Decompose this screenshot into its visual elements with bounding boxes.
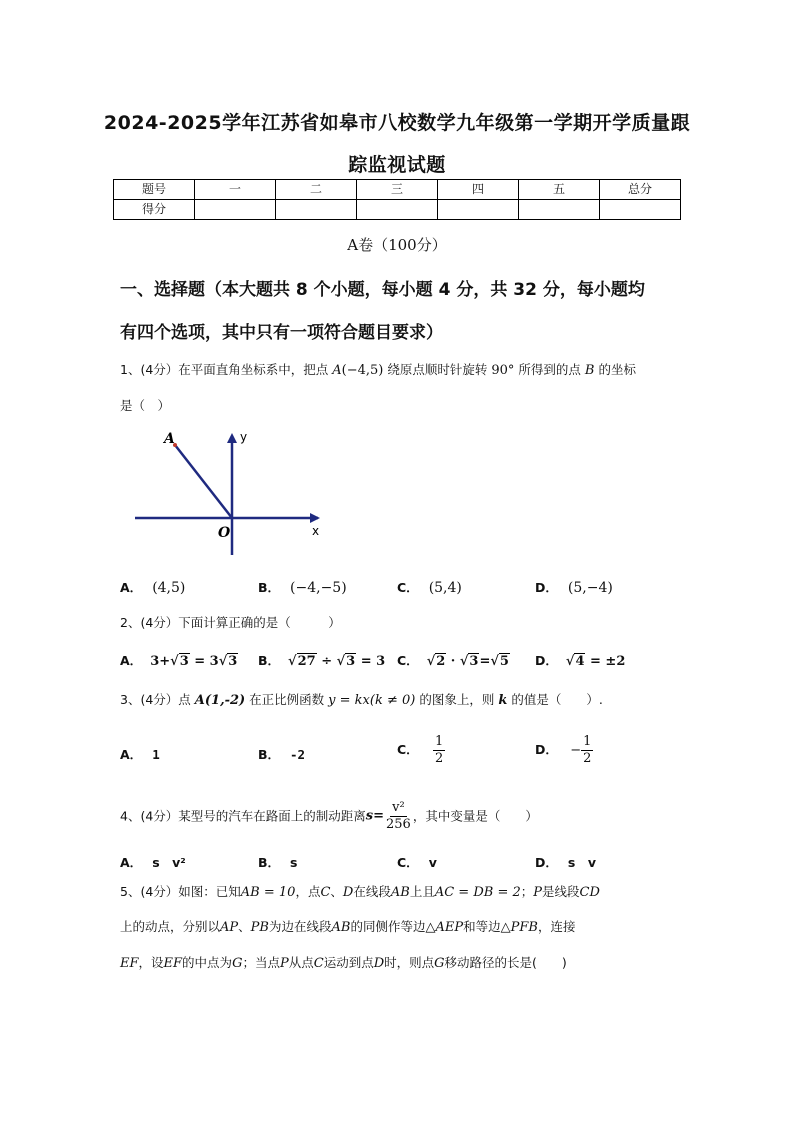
q2-option-a[interactable]: A． 3+√3 = 3√3 [120,653,238,669]
score-cell[interactable] [357,200,438,220]
segment-oa [175,445,232,518]
q2-option-c[interactable]: C． √2 · √3=√5 [397,653,509,669]
score-row-label: 得分 [114,200,195,220]
score-header-cell: 一 [195,180,276,200]
score-header-cell: 五 [519,180,600,200]
question-3-text: 3、(4分）点 A(1,-2) 在正比例函数 y = kx(k ≠ 0) 的图象上，则 k 的值是（ ）. [120,692,603,708]
score-cell[interactable] [276,200,357,220]
question-1-line2: 是（ ） [120,398,171,413]
origin-label: O [218,525,231,541]
score-cell[interactable] [438,200,519,220]
q2-option-b[interactable]: B． √27 ÷ √3 = 3 [258,653,386,669]
section-heading-line1: 一、选择题（本大题共 8 个小题，每小题 4 分，共 32 分，每小题均 [120,280,645,300]
score-header-cell: 四 [438,180,519,200]
score-table-header-row [114,180,681,200]
score-cell[interactable] [195,200,276,220]
score-table-score-row [114,200,681,220]
q3-option-b[interactable]: B． -2 [258,747,306,762]
question-2-text: 2、(4分）下面计算正确的是（ ） [120,615,341,630]
question-5-line1: 5、(4分）如图：已知AB = 10，点C、D在线段AB上且AC = DB = 2；P是线段CD [120,884,600,900]
q1-option-d[interactable]: D． (5,−4) [535,580,613,596]
q1-option-c[interactable]: C． (5,4) [397,580,462,596]
q4-option-d[interactable]: D． s v [535,855,596,870]
x-axis-label: x [312,524,320,538]
x-axis-arrow [310,513,320,523]
question-1-line1: 1、(4分）在平面直角坐标系中，把点 A(−4,5) 绕原点顺时针旋转 90° 所得到的点 B 的坐标 [120,362,636,378]
q2-option-d[interactable]: D． √4 = ±2 [535,653,626,669]
question-5-line3: EF，设EF的中点为G；当点P从点C运动到点D时，则点G移动路径的长是( ) [120,955,567,971]
question-4-text: 4、(4分）某型号的汽车在路面上的制动距离s= $\frac{\text{v²}}{256}$ ，其中变量是（ ） [120,800,538,832]
score-header-cell: 二 [276,180,357,200]
y-axis-arrow [227,433,237,443]
y-axis-label: y [240,430,248,444]
score-header-cell: 题号 [114,180,195,200]
score-cell[interactable] [519,200,600,220]
score-table [113,179,681,220]
score-header-cell: 总分 [600,180,681,200]
question-5-line2: 上的动点，分别以AP、PB为边在线段AB的同侧作等边△AEP和等边△PFB，连接 [120,919,576,935]
q4-option-b[interactable]: B． s [258,855,298,870]
q4-option-a[interactable]: A． s v² [120,855,186,870]
q1-option-a[interactable]: A． (4,5) [120,580,186,596]
score-cell[interactable] [600,200,681,220]
q3-option-d[interactable]: D． − $\frac{1}{2}$ [535,734,592,766]
coordinate-figure [130,425,330,560]
page-title-line1: 2024-2025学年江苏省如皋市八校数学九年级第一学期开学质量跟 [103,112,691,134]
q3-option-c[interactable]: C． $\frac{1}{2}$ [397,734,444,766]
section-heading-line2: 有四个选项，其中只有一项符合题目要求） [120,323,443,343]
point-a-label: A [164,431,175,447]
section-a-title: A卷（100分） [347,236,447,254]
page-title-line2: 踪监视试题 [348,154,446,176]
q1-option-b[interactable]: B． (−4,−5) [258,580,347,596]
score-header-cell: 三 [357,180,438,200]
q3-option-a[interactable]: A． 1 [120,747,160,762]
q4-option-c[interactable]: C． v [397,855,437,870]
